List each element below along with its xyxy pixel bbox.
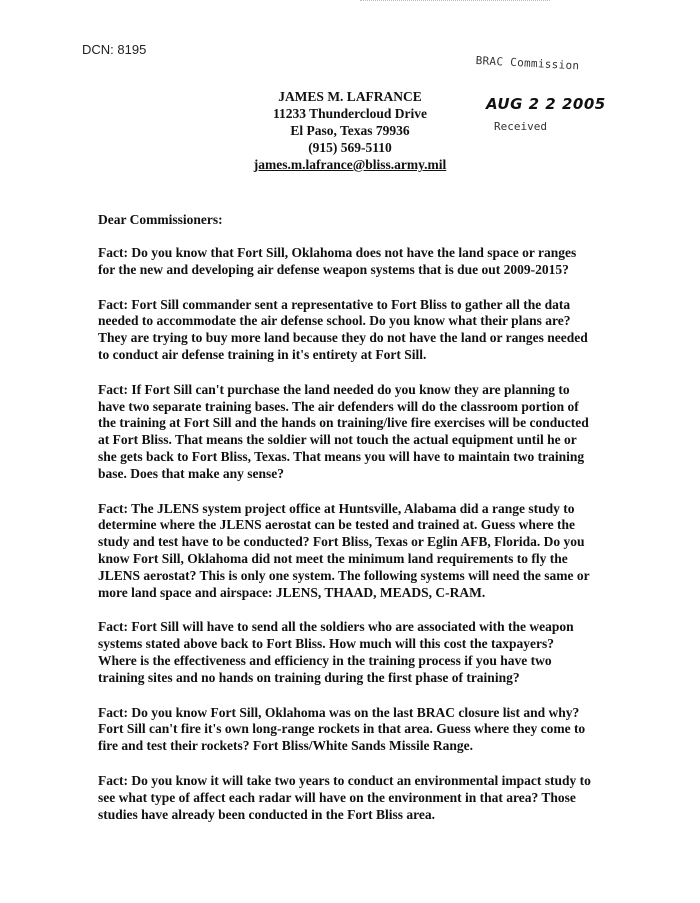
document-control-number: DCN: 8195 (82, 42, 147, 57)
sender-city: El Paso, Texas 79936 (290, 123, 410, 138)
fact-paragraph: Fact: Fort Sill commander sent a representative to Fort Bliss to gather all the data needed to accommodate the air defense school. Do you know what their plans are? They are trying to buy more land because they do not have the land or ranges needed to conduct air defense training in it's entirety at Fort Sill. (98, 296, 588, 362)
sender-phone: (915) 569-5110 (308, 140, 392, 155)
letterhead (230, 88, 470, 173)
fact-paragraph: Fact: Do you know that Fort Sill, Oklahoma does not have the land space or ranges for the new and developing air defense weapon systems that is due out 2009-2015? (98, 245, 577, 277)
received-stamp: Received (494, 120, 547, 133)
sender-name: JAMES M. LAFRANCE (278, 89, 422, 104)
salutation: Dear Commissioners: (98, 212, 223, 227)
fact-paragraph: Fact: If Fort Sill can't purchase the land needed do you know they are planning to have two separate training bases. The air defenders will do the classroom portion of the training at Fort Sill and the hands on training/live fire exercises will be conducted at Fort Bliss. That means the soldier will not touch the actual equipment until he or she gets back to Fort Bliss, Texas. That means you will have to maintain two training base. Does that make any sense? (98, 381, 589, 481)
fact-paragraph: Fact: Fort Sill will have to send all the soldiers who are associated with the weapon systems stated above back to Fort Bliss. How much will this cost the taxpayers? Where is the effectiveness and efficiency in the training process if you have two training sites and no hands on training during the first phase of training? (98, 619, 574, 685)
sender-email[interactable]: james.m.lafrance@bliss.army.mil (253, 157, 447, 172)
sender-street: 11233 Thundercloud Drive (272, 106, 428, 121)
letter-body (98, 245, 594, 841)
fact-paragraph: Fact: Do you know Fort Sill, Oklahoma was on the last BRAC closure list and why? Fort Sill can't fire it's own long-range rockets in that area. Guess where they come to fire and test their rockets? Fort Bliss/White Sands Missile Range. (98, 704, 586, 754)
received-date-stamp: AUG 2 2 2005 (486, 95, 606, 113)
fact-paragraph: Fact: The JLENS system project office at Huntsville, Alabama did a range study to determine where the JLENS aerostat can be tested and trained at. Guess where the study and test have to be conducted? Fort Bliss, Texas or Eglin AFB, Florida. Do you know Fort Sill, Oklahoma did not meet the minimum land requirements to fly the JLENS aerostat? This is only one system. The following systems will need the same or more land space and airspace: JLENS, THAAD, MEADS, C-RAM. (98, 500, 590, 600)
brac-commission-stamp: BRAC Commission (475, 54, 580, 73)
scan-artifact (360, 0, 550, 4)
fact-paragraph: Fact: Do you know it will take two years to conduct an environmental impact study to see what type of affect each radar will have on the environment in that area? Those studies have already been conducted in the Fort Bliss area. (98, 772, 591, 822)
